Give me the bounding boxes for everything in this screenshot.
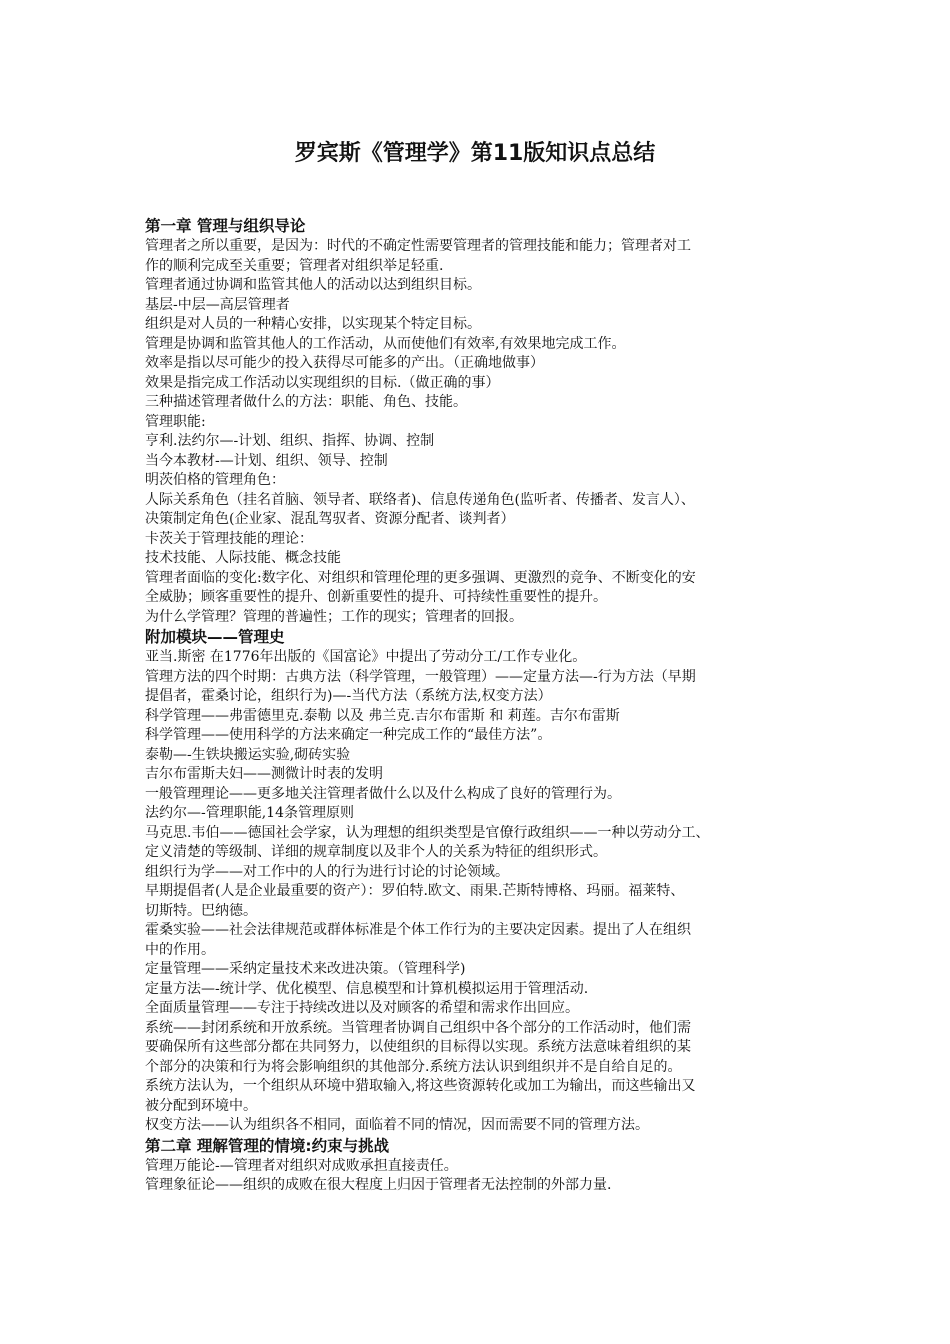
paragraph	[145, 1116, 810, 1136]
paragraph	[145, 315, 810, 335]
text-line: 效果是指完成工作活动以实现组织的目标.（做正确的事）	[145, 374, 500, 391]
paragraph	[145, 530, 810, 550]
text-line: 吉尔布雷斯夫妇——测微计时表的发明	[145, 766, 383, 782]
paragraph	[145, 354, 810, 374]
text-line: 马克思.韦伯——德国社会学家，认为理想的组织类型是官僚行政组织——一种以劳动分工、	[145, 824, 710, 841]
text-line: 管理是协调和监管其他人的工作活动，从而使他们有效率,有效果地完成工作。	[145, 335, 626, 352]
text-line: 权变方法——认为组织各不相同，面临着不同的情况，因而需要不同的管理方法。	[145, 1117, 649, 1133]
paragraph	[145, 569, 810, 608]
text-line: 亨利.法约尔—-计划、组织、指挥、协调、控制	[145, 433, 435, 449]
text-line: 定量管理——采纳定量技术来改进决策。（管理科学)	[145, 961, 466, 977]
text-line: 基层-中层—高层管理者	[145, 296, 290, 313]
text-line: 法约尔—-管理职能,14条管理原则	[145, 805, 354, 821]
text-line: 全威胁；顾客重要性的提升、创新重要性的提升、可持续性重要性的提升。	[145, 589, 607, 605]
paragraph	[145, 237, 810, 276]
text-line: 系统方法认为，一个组织从环境中猎取输入,将这些资源转化或加工为输出，而这些输出又	[145, 1078, 696, 1094]
text-line: 卡茨关于管理技能的理论：	[145, 530, 313, 547]
section-heading: 附加模块——管理史	[145, 628, 285, 646]
paragraph	[145, 668, 810, 707]
text-line: 被分配到环境中。	[145, 1097, 257, 1114]
document-body	[145, 216, 810, 1196]
paragraph	[145, 785, 810, 805]
paragraph	[145, 608, 810, 628]
text-line: 管理万能论-—管理者对组织对成败承担直接责任。	[145, 1157, 458, 1174]
text-line: 全面质量管理——专注于持续改进以及对顾客的希望和需求作出回应。	[145, 1000, 579, 1016]
text-line: 科学管理——使用科学的方法来确定一种完成工作的“最佳方法”。	[145, 727, 552, 743]
text-line: 管理职能:	[145, 413, 206, 430]
text-line: 霍桑实验——社会法律规范或群体标准是个体工作行为的主要决定因素。提出了人在组织	[145, 922, 691, 938]
paragraph	[145, 491, 810, 530]
text-line: 效率是指以尽可能少的投入获得尽可能多的产出。（正确地做事）	[145, 355, 544, 371]
paragraph	[145, 393, 810, 413]
paragraph	[145, 804, 810, 824]
paragraph	[145, 999, 810, 1019]
text-line: 作的顺利完成至关重要；管理者对组织举足轻重.	[145, 257, 444, 274]
paragraph	[145, 648, 810, 668]
paragraph	[145, 471, 810, 491]
text-line: 中的作用。	[145, 941, 215, 958]
text-line: 管理象征论——组织的成败在很大程度上归因于管理者无法控制的外部力量.	[145, 1177, 612, 1193]
text-line: 定义清楚的等级制、详细的规章制度以及非个人的关系为特征的组织形式。	[145, 844, 607, 860]
text-line: 管理者面临的变化:数字化、对组织和管理伦理的更多强调、更激烈的竞争、不断变化的安	[145, 569, 696, 586]
paragraph	[145, 549, 810, 569]
paragraph	[145, 921, 810, 960]
paragraph	[145, 296, 810, 316]
paragraph	[145, 707, 810, 727]
paragraph	[145, 1157, 810, 1177]
paragraph	[145, 746, 810, 766]
paragraph	[145, 1077, 810, 1116]
text-line: 组织行为学——对工作中的人的行为进行讨论的讨论领域。	[145, 863, 509, 880]
text-line: 管理者通过协调和监管其他人的活动以达到组织目标。	[145, 277, 481, 293]
section-heading: 第一章 管理与组织导论	[145, 217, 306, 235]
paragraph	[145, 863, 810, 883]
text-line: 三种描述管理者做什么的方法：职能、角色、技能。	[145, 394, 467, 410]
paragraph	[145, 276, 810, 296]
text-line: 组织是对人员的一种精心安排，以实现某个特定目标。	[145, 316, 481, 332]
text-line: 要确保所有这些部分都在共同努力，以使组织的目标得以实现。系统方法意味着组织的某	[145, 1039, 691, 1055]
text-line: 决策制定角色(企业家、混乱驾驭者、资源分配者、谈判者）	[145, 511, 515, 527]
text-line: 定量方法—-统计学、优化模型、信息模型和计算机模拟运用于管理活动.	[145, 980, 589, 997]
paragraph	[145, 960, 810, 980]
text-line: 为什么学管理？管理的普遍性；工作的现实；管理者的回报。	[145, 608, 523, 625]
text-line: 管理者之所以重要，是因为：时代的不确定性需要管理者的管理技能和能力；管理者对工	[145, 238, 691, 254]
text-line: 明茨伯格的管理角色：	[145, 472, 285, 488]
section-heading: 第二章 理解管理的情境:约束与挑战	[145, 1136, 390, 1155]
text-line: 技术技能、人际技能、概念技能	[145, 550, 341, 566]
paragraph	[145, 726, 810, 746]
text-line: 当今本教材-—计划、组织、领导、控制	[145, 452, 388, 469]
text-line: 早期提倡者(人是企业最重要的资产）：罗伯特.欧文、雨果.芒斯特博格、玛丽。福莱特、	[145, 883, 685, 899]
paragraph	[145, 824, 810, 863]
text-line: 系统——封闭系统和开放系统。当管理者协调自己组织中各个部分的工作活动时，他们需	[145, 1019, 691, 1036]
text-line: 亚当.斯密 在1776年出版的《国富论》中提出了劳动分工/工作专业化。	[145, 649, 587, 665]
document-title: 罗宾斯《管理学》第11版知识点总结	[294, 141, 656, 166]
paragraph	[145, 882, 810, 921]
paragraph	[145, 765, 810, 785]
paragraph	[145, 980, 810, 1000]
paragraph	[145, 413, 810, 433]
paragraph	[145, 335, 810, 355]
paragraph	[145, 374, 810, 394]
text-line: 一般管理理论——更多地关注管理者做什么以及什么构成了良好的管理行为。	[145, 785, 621, 802]
paragraph	[145, 1176, 810, 1196]
paragraph	[145, 452, 810, 472]
text-line: 个部分的决策和行为将会影响组织的其他部分.系统方法认识到组织并不是自给自足的。	[145, 1058, 682, 1075]
text-line: 科学管理——弗雷德里克.泰勒 以及 弗兰克.吉尔布雷斯 和 莉莲。吉尔布雷斯	[145, 707, 620, 724]
text-line: 提倡者，霍桑讨论，组织行为)—-当代方法（系统方法,权变方法）	[145, 688, 552, 704]
text-line: 泰勒—-生铁块搬运实验,砌砖实验	[145, 746, 351, 763]
paragraph	[145, 432, 810, 452]
text-line: 人际关系角色（挂名首脑、领导者、联络者)、信息传递角色(监听者、传播者、发言人）、	[145, 491, 695, 508]
text-line: 管理方法的四个时期：古典方法（科学管理，一般管理）——定量方法—-行为方法（早期	[145, 668, 696, 685]
text-line: 切斯特。巴纳德。	[145, 902, 257, 919]
paragraph	[145, 1019, 810, 1078]
